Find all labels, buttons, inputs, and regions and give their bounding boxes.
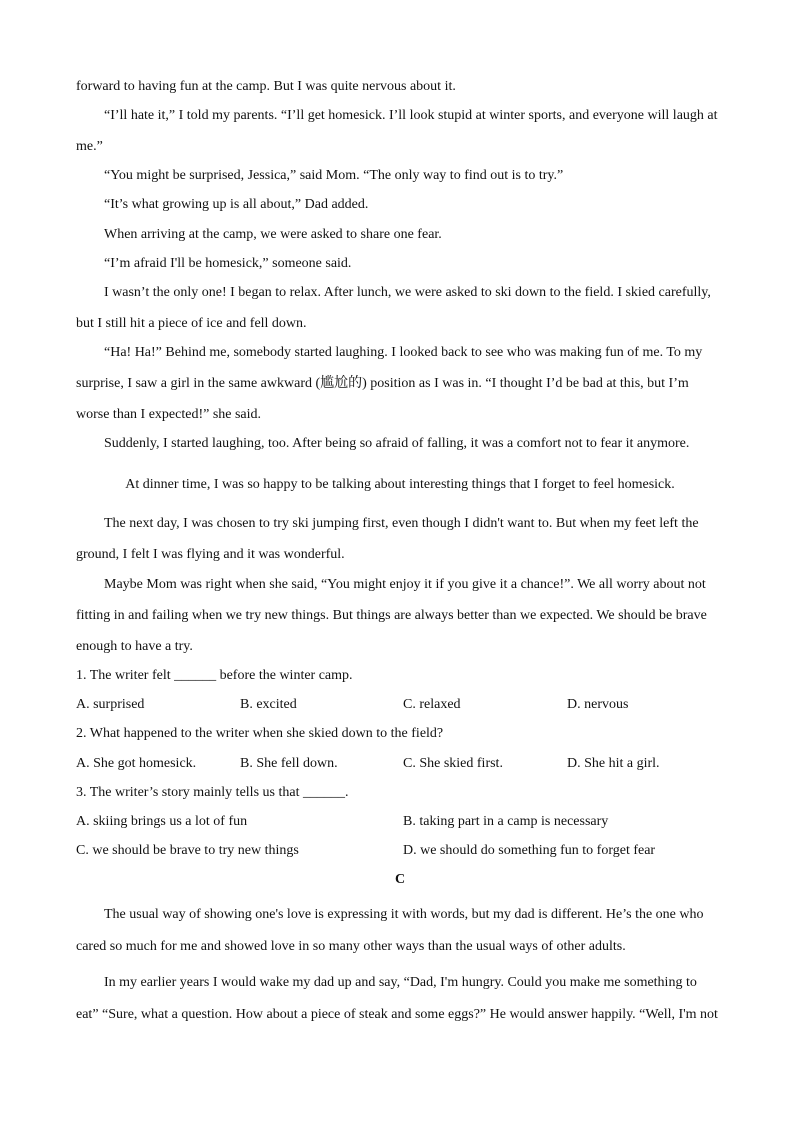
story-line: fitting in and failing when we try new things. But things are always better than we expected. We should be brave xyxy=(76,608,707,623)
story-line: me.” xyxy=(76,139,103,154)
story-line: surprise, I saw a girl in the same awkward (尴尬的) position as I was in. “I thought I’d be bad at this, but I’m xyxy=(76,376,689,391)
passage-line: In my earlier years I would wake my dad up and say, “Dad, I'm hungry. Could you make me something to xyxy=(104,975,697,990)
answer-option: C. relaxed xyxy=(403,697,461,712)
question-stem: 3. The writer’s story mainly tells us that ______. xyxy=(76,785,349,800)
answer-option: A. surprised xyxy=(76,697,145,712)
section-heading: C xyxy=(394,872,406,887)
answer-option: C. She skied first. xyxy=(403,756,503,771)
passage-line: The usual way of showing one's love is expressing it with words, but my dad is different. He’s the one who xyxy=(104,907,704,922)
story-line: The next day, I was chosen to try ski jumping first, even though I didn't want to. But when my feet left the xyxy=(104,516,699,531)
story-line: worse than I expected!” she said. xyxy=(76,407,262,422)
story-line: When arriving at the camp, we were asked to share one fear. xyxy=(104,227,442,242)
answer-option: C. we should be brave to try new things xyxy=(76,843,299,858)
story-line: “I’m afraid I'll be homesick,” someone said. xyxy=(104,256,352,271)
answer-option: A. She got homesick. xyxy=(76,756,197,771)
story-line: “Ha! Ha!” Behind me, somebody started laughing. I looked back to see who was making fun of me. To my xyxy=(104,345,703,360)
answer-option: A. skiing brings us a lot of fun xyxy=(76,814,248,829)
story-line: “I’ll hate it,” I told my parents. “I’ll get homesick. I’ll look stupid at winter sports, and everyone will laugh at xyxy=(104,108,718,123)
passage-line: eat” “Sure, what a question. How about a piece of steak and some eggs?” He would answer happily. “Well, I'm not xyxy=(76,1007,718,1022)
story-line: “You might be surprised, Jessica,” said Mom. “The only way to find out is to try.” xyxy=(104,168,564,183)
story-line: “It’s what growing up is all about,” Dad added. xyxy=(104,197,369,212)
answer-option: B. taking part in a camp is necessary xyxy=(403,814,609,829)
story-line: Suddenly, I started laughing, too. After being so afraid of falling, it was a comfort not to fear it anymore. xyxy=(104,436,690,451)
answer-option: B. excited xyxy=(240,697,297,712)
question-stem: 1. The writer felt ______ before the winter camp. xyxy=(76,668,353,683)
story-line: At dinner time, I was so happy to be talking about interesting things that I forget to feel homesick. xyxy=(125,477,675,492)
story-line: I wasn’t the only one! I began to relax. After lunch, we were asked to ski down to the field. I skied carefully, xyxy=(104,285,711,300)
story-line: enough to have a try. xyxy=(76,639,193,654)
story-line: but I still hit a piece of ice and fell down. xyxy=(76,316,307,331)
story-line: Maybe Mom was right when she said, “You might enjoy it if you give it a chance!”. We all worry about not xyxy=(104,577,706,592)
answer-option: D. She hit a girl. xyxy=(567,756,660,771)
story-line: forward to having fun at the camp. But I was quite nervous about it. xyxy=(76,79,456,94)
answer-option: D. nervous xyxy=(567,697,629,712)
question-stem: 2. What happened to the writer when she skied down to the field? xyxy=(76,726,444,741)
answer-option: B. She fell down. xyxy=(240,756,338,771)
passage-line: cared so much for me and showed love in so many other ways than the usual ways of other adults. xyxy=(76,939,626,954)
story-line: ground, I felt I was flying and it was wonderful. xyxy=(76,547,345,562)
answer-option: D. we should do something fun to forget fear xyxy=(403,843,656,858)
